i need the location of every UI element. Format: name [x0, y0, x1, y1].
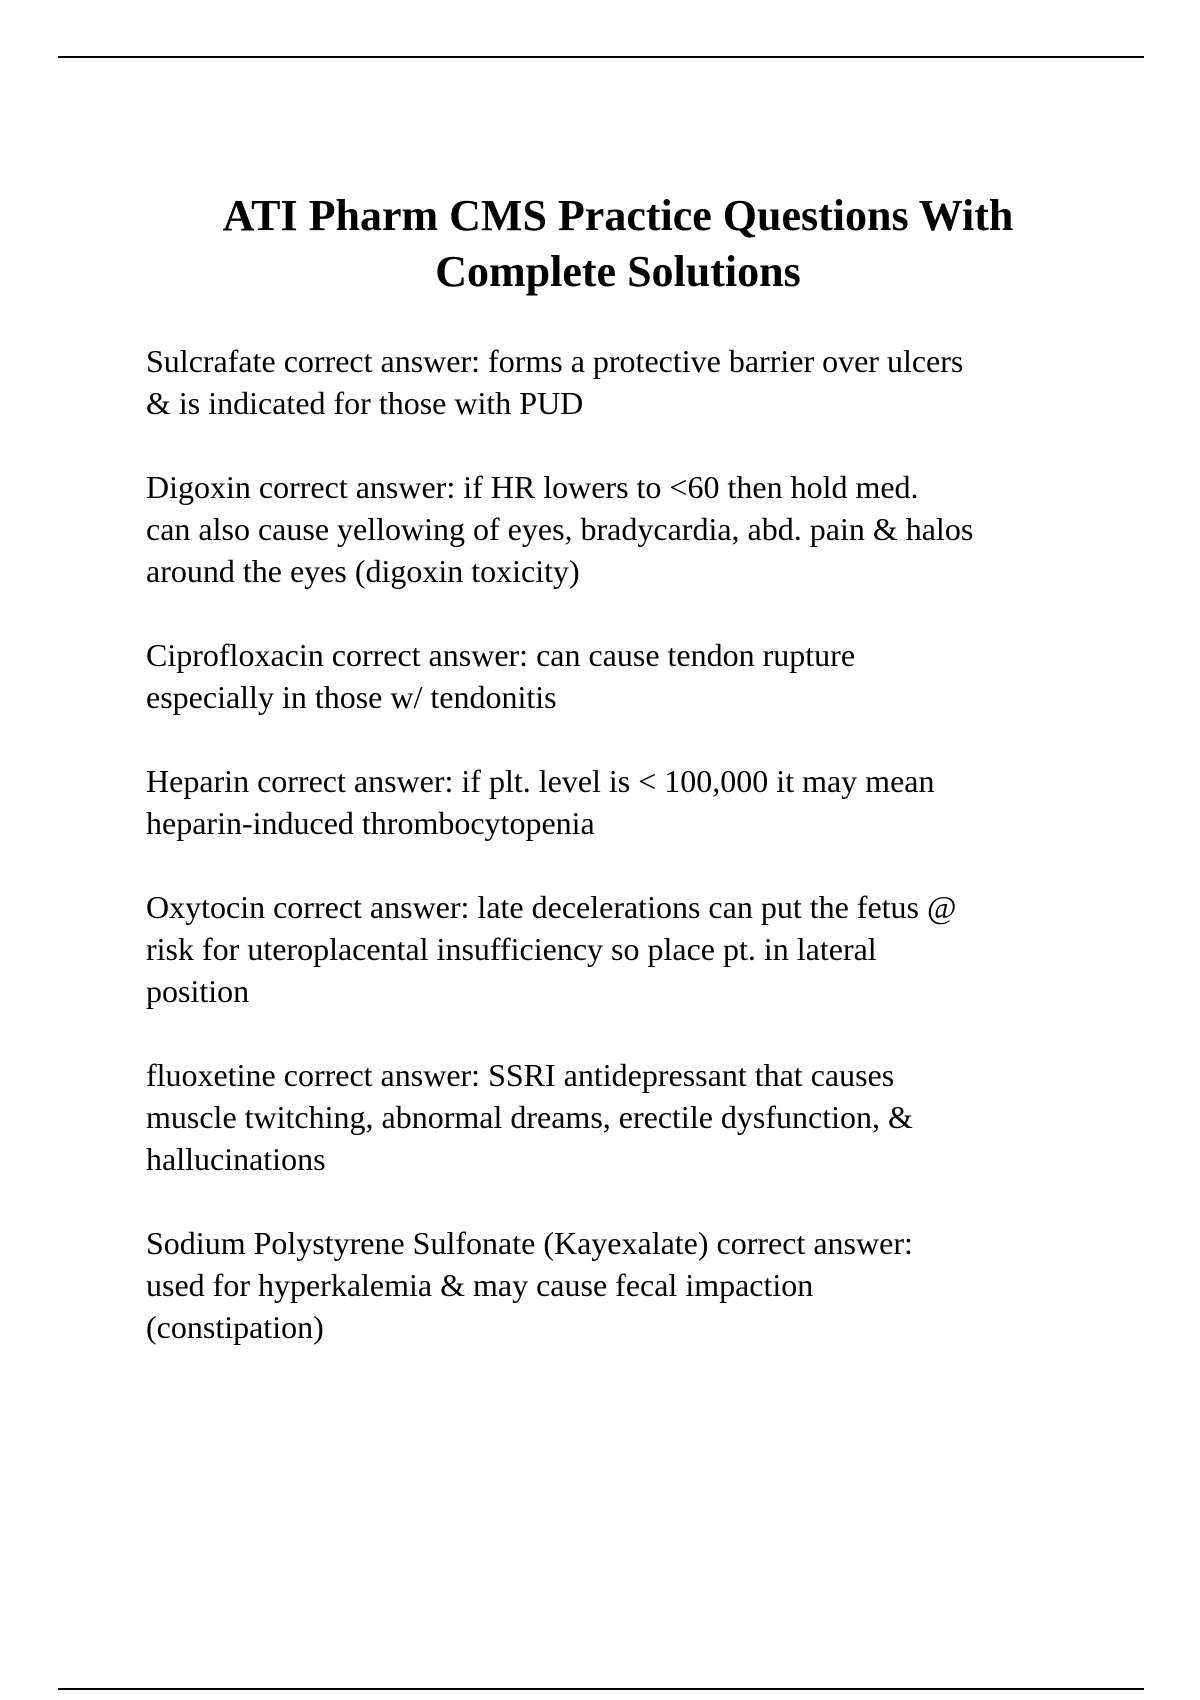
- title-line-2: Complete Solutions: [435, 247, 801, 296]
- bottom-rule: [58, 1688, 1144, 1690]
- qa-line: Heparin correct answer: if plt. level is < 100,000 it may mean: [146, 763, 935, 799]
- qa-line: fluoxetine correct answer: SSRI antidepressant that causes: [146, 1057, 895, 1093]
- qa-item-digoxin: [146, 466, 1106, 592]
- qa-line: can also cause yellowing of eyes, bradycardia, abd. pain & halos: [146, 511, 974, 547]
- top-rule: [58, 56, 1144, 58]
- qa-item-oxytocin: [146, 886, 1106, 1012]
- qa-item-sulcrafate: [146, 340, 1106, 424]
- qa-line: Sodium Polystyrene Sulfonate (Kayexalate) correct answer:: [146, 1225, 913, 1261]
- qa-item-heparin: [146, 760, 1106, 844]
- qa-line: (constipation): [146, 1309, 324, 1345]
- qa-line: & is indicated for those with PUD: [146, 385, 584, 421]
- qa-line: around the eyes (digoxin toxicity): [146, 553, 580, 589]
- qa-line: risk for uteroplacental insufficiency so place pt. in lateral: [146, 931, 877, 967]
- qa-line: position: [146, 973, 250, 1009]
- qa-line: used for hyperkalemia & may cause fecal impaction: [146, 1267, 814, 1303]
- qa-line: Digoxin correct answer: if HR lowers to <60 then hold med.: [146, 469, 919, 505]
- title-line-1: ATI Pharm CMS Practice Questions With: [222, 191, 1014, 240]
- qa-line: muscle twitching, abnormal dreams, erectile dysfunction, &: [146, 1099, 913, 1135]
- qa-line: Sulcrafate correct answer: forms a protective barrier over ulcers: [146, 343, 964, 379]
- qa-line: Ciprofloxacin correct answer: can cause tendon rupture: [146, 637, 856, 673]
- qa-item-ciprofloxacin: [146, 634, 1106, 718]
- qa-line: hallucinations: [146, 1141, 326, 1177]
- qa-item-kayexalate: [146, 1222, 1106, 1348]
- qa-line: especially in those w/ tendonitis: [146, 679, 557, 715]
- qa-line: Oxytocin correct answer: late decelerations can put the fetus @: [146, 889, 957, 925]
- document-title: [120, 188, 1116, 300]
- qa-list: [146, 340, 1106, 1390]
- qa-line: heparin-induced thrombocytopenia: [146, 805, 595, 841]
- qa-item-fluoxetine: [146, 1054, 1106, 1180]
